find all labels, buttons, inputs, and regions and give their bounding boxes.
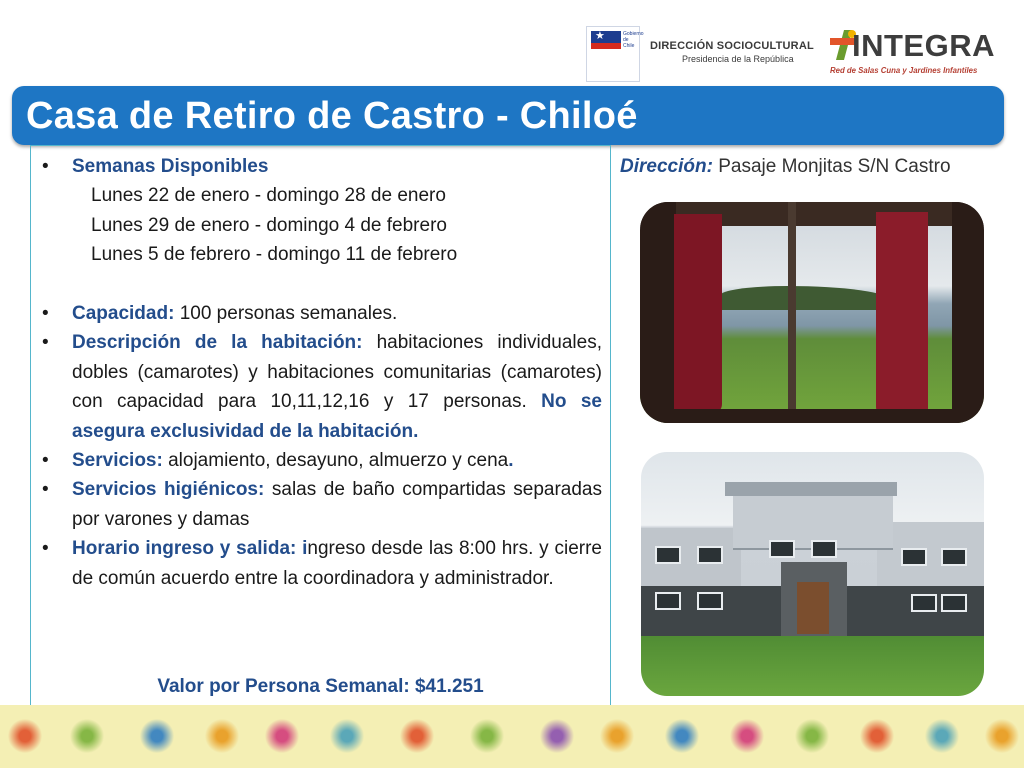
direccion-title: DIRECCIÓN SOCIOCULTURAL	[650, 40, 814, 52]
gobierno-de-chile-logo: ★ Gobierno de Chile	[586, 26, 640, 82]
horario-text: ngreso desde las 8:00 hrs. y cierre de común acuerdo entre la coordinadora y administrador.	[72, 538, 602, 589]
list-item-descripcion	[42, 328, 602, 446]
capacidad-text: 100 personas semanales.	[179, 303, 398, 325]
bullet-icon: •	[42, 332, 49, 354]
semana-line: Lunes 5 de febrero - domingo 11 de febrero	[91, 244, 458, 266]
valor-por-persona: Valor por Persona Semanal: $41.251	[157, 676, 484, 697]
bullet-icon: •	[42, 538, 49, 560]
address-label: Dirección:	[620, 156, 713, 177]
bullet-icon: •	[42, 450, 49, 472]
list-item-semanas	[42, 152, 602, 181]
list-item-higienicos	[42, 475, 602, 534]
title-bar	[12, 86, 1004, 145]
list-item-capacidad	[42, 299, 602, 328]
address-value: Pasaje Monjitas S/N Castro	[718, 156, 951, 177]
semanas-label: Semanas Disponibles	[72, 156, 269, 177]
integra-wordmark: INTEGRA	[852, 28, 995, 63]
servicios-dot: .	[508, 450, 514, 472]
bullet-icon: •	[42, 303, 49, 325]
integra-tagline: Red de Salas Cuna y Jardines Infantiles	[830, 66, 978, 75]
details-content	[42, 152, 602, 593]
higienicos-label: Servicios higiénicos:	[72, 479, 265, 501]
list-item-horario	[42, 534, 602, 593]
direccion-sociocultural-logo	[650, 40, 814, 66]
childrens-drawings-border	[0, 705, 1024, 768]
semana-line: Lunes 22 de enero - domingo 28 de enero	[91, 185, 446, 207]
page-title: Casa de Retiro de Castro - Chiloé	[26, 95, 638, 137]
servicios-text: alojamiento, desayuno, almuerzo y cena	[168, 450, 509, 472]
descripcion-note: No se asegura exclusividad de la habitación.	[72, 391, 603, 442]
list-item-servicios	[42, 446, 602, 475]
descripcion-label: Descripción de la habitación:	[72, 332, 363, 354]
building-photo	[641, 452, 984, 696]
bullet-icon: •	[42, 479, 49, 501]
bullet-icon: •	[42, 156, 49, 177]
descripcion-text: habitaciones individuales, dobles (camarotes) y habitaciones comunitarias (camarotes) con capacidad para 10,11,12,16 y 17 personas.	[72, 332, 602, 413]
semana-line: Lunes 29 de enero - domingo 4 de febrero	[91, 214, 447, 236]
integra-logo	[830, 28, 998, 82]
window-view-photo	[640, 202, 984, 423]
header-logos	[586, 26, 998, 86]
horario-label: Horario ingreso y salida: i	[72, 538, 308, 560]
servicios-label: Servicios:	[72, 450, 163, 472]
higienicos-text: salas de baño compartidas separadas por varones y damas	[72, 479, 602, 530]
direccion-subtitle: Presidencia de la República	[682, 54, 794, 64]
address	[620, 152, 951, 181]
capacidad-label: Capacidad:	[72, 303, 175, 325]
